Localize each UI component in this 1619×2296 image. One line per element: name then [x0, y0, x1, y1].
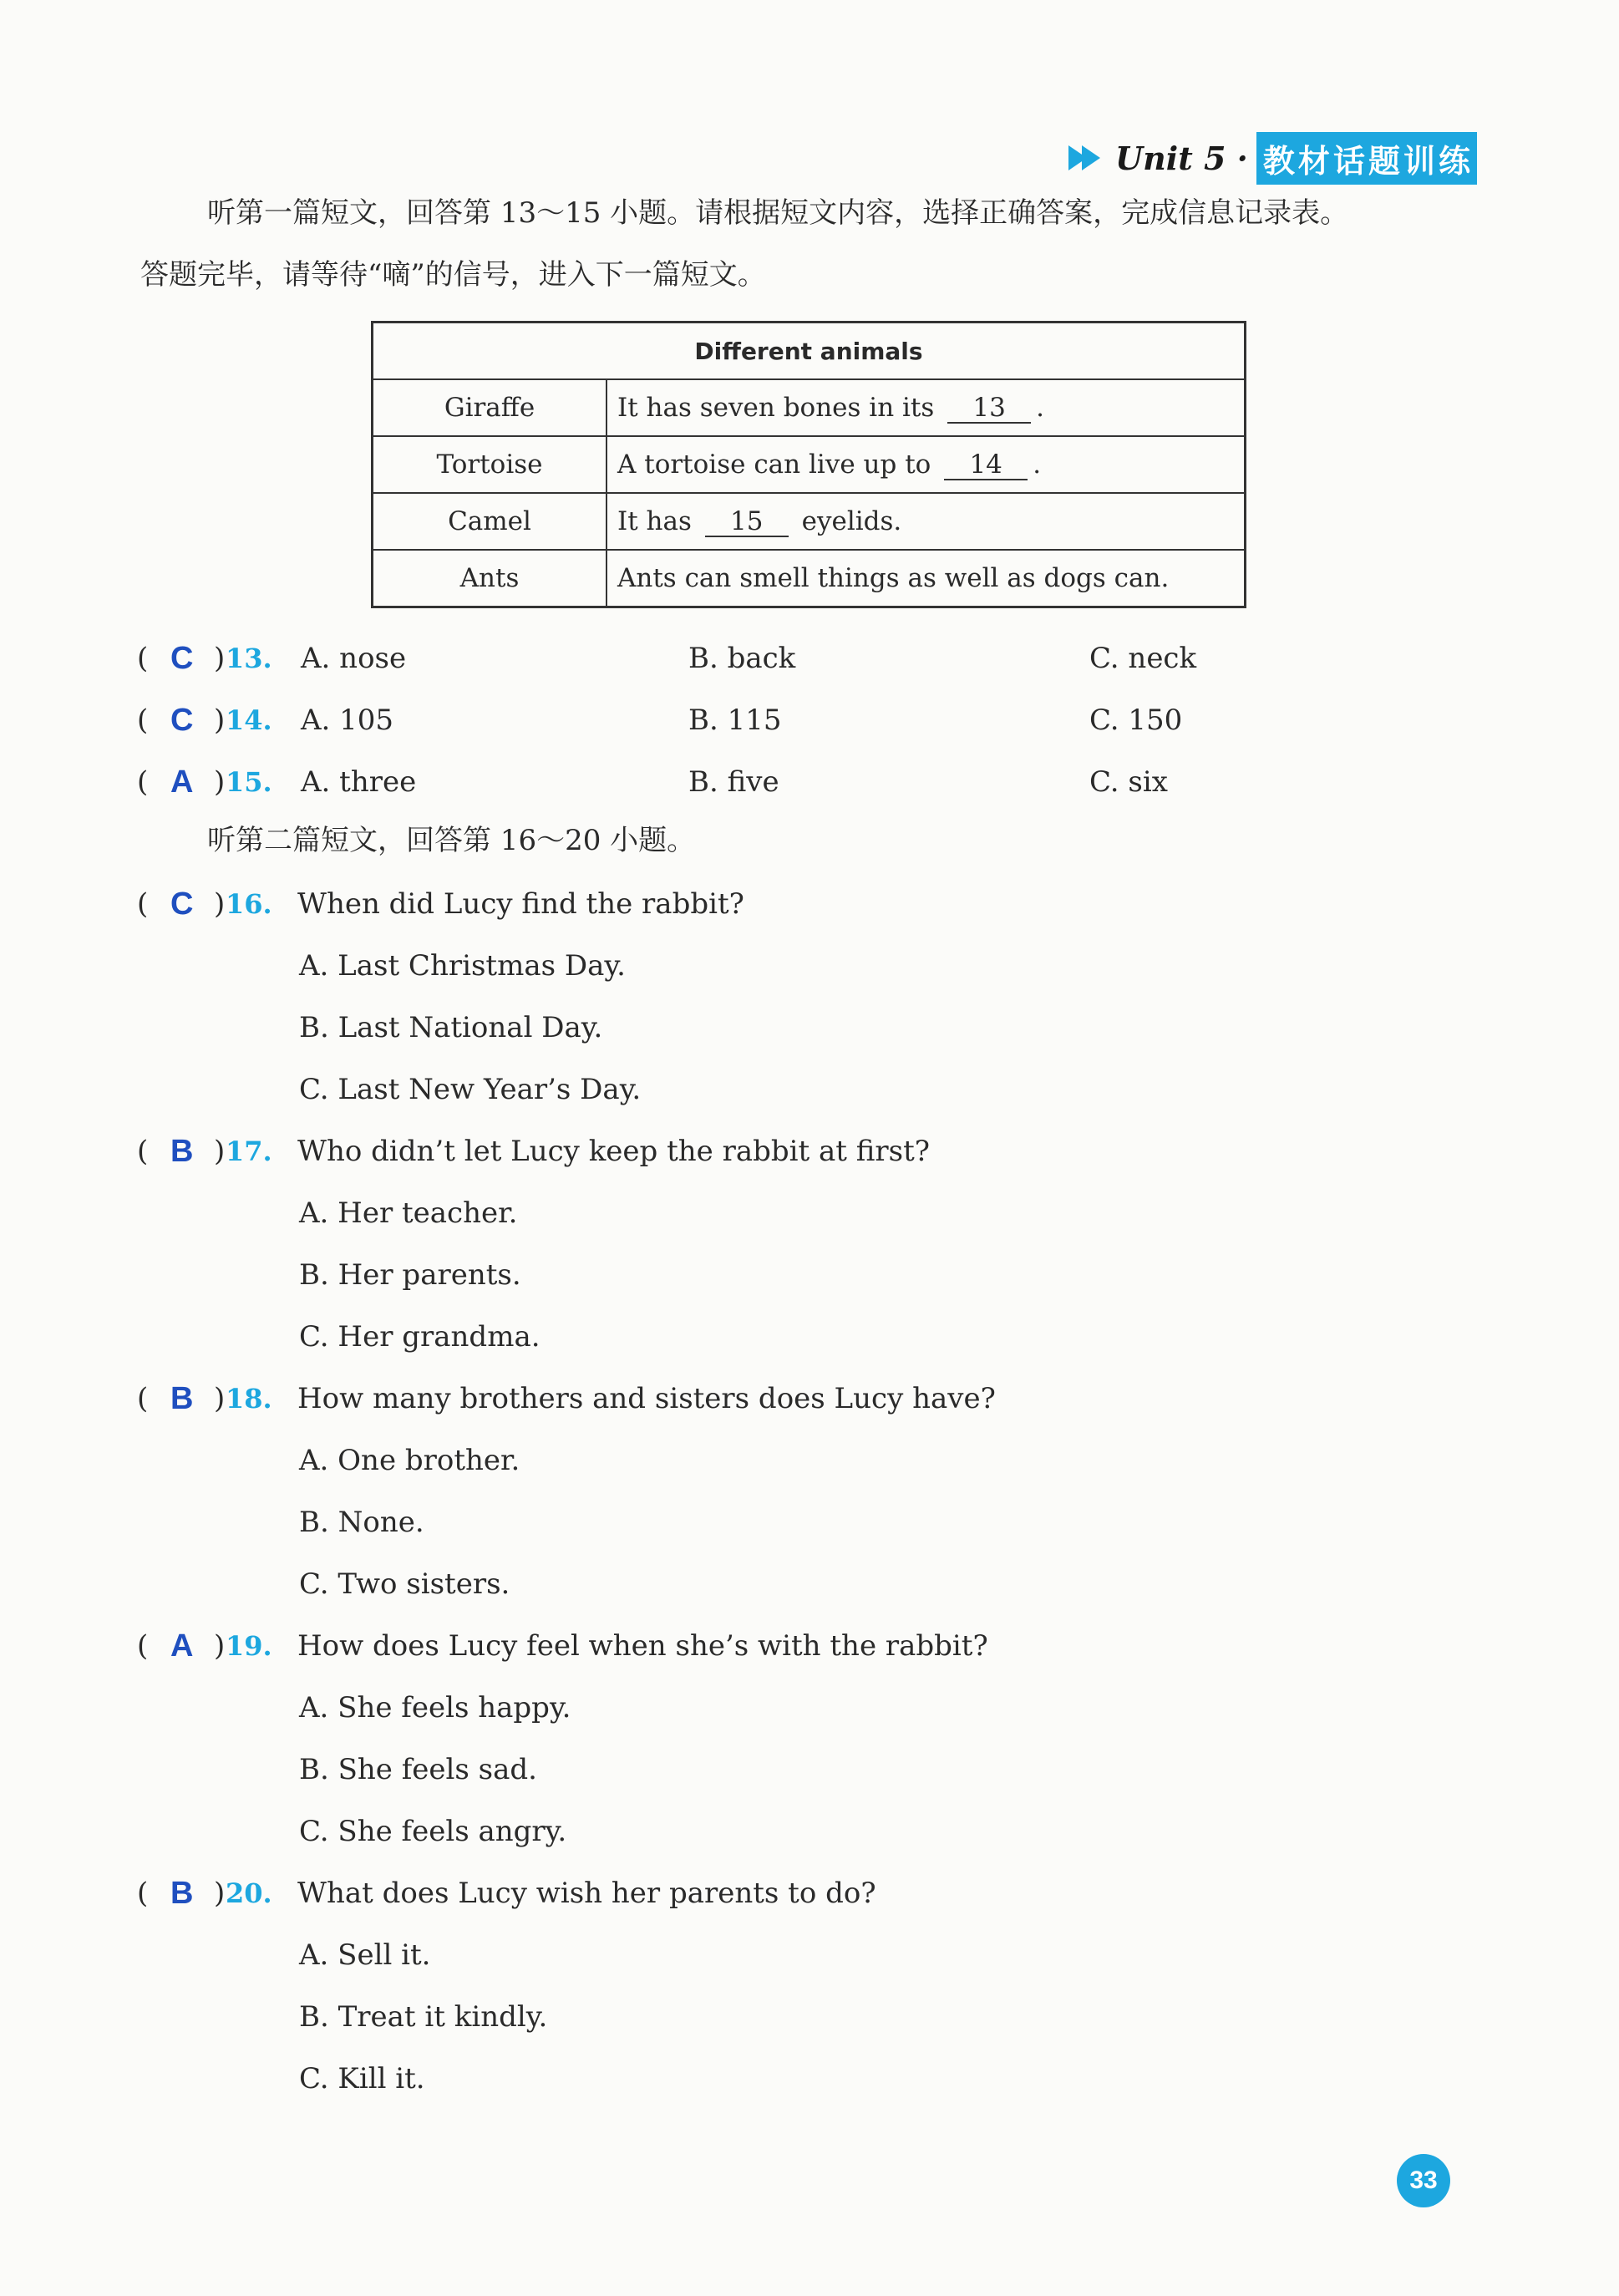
option-c[interactable]: C. Last New Year’s Day.: [299, 1073, 642, 1106]
paren: ): [214, 1382, 226, 1415]
answer-letter[interactable]: A: [170, 764, 194, 800]
option-a[interactable]: A. nose: [301, 642, 407, 675]
answer-blank[interactable]: 13: [947, 394, 1031, 424]
question-19: [134, 1621, 1504, 1671]
paren: ): [214, 704, 226, 737]
question-number: 20.: [226, 1877, 272, 1909]
option-b[interactable]: B. 115: [688, 704, 782, 737]
unit-header: [1068, 132, 1477, 184]
option-c[interactable]: C. Kill it.: [299, 2062, 425, 2095]
question-stem: How does Lucy feel when she’s with the rabbit?: [297, 1629, 988, 1663]
animal-name: Camel: [373, 493, 607, 550]
animals-table: [371, 321, 1246, 608]
option-b[interactable]: B. back: [688, 642, 796, 675]
option-c[interactable]: C. Her grandma.: [299, 1320, 541, 1354]
paren: (: [137, 1135, 149, 1168]
answer-letter[interactable]: A: [170, 1628, 194, 1664]
paren: (: [137, 887, 149, 921]
section-2-instruction: 听第二篇短文，回答第 16～20 小题。: [207, 824, 696, 857]
badge-char: 题: [1368, 142, 1400, 180]
fact-text: .: [1036, 392, 1045, 423]
paren: (: [137, 765, 149, 799]
fact-text: Ants can smell things as well as dogs can.: [617, 563, 1170, 593]
question-number: 13.: [226, 643, 272, 674]
answer-letter[interactable]: B: [170, 1876, 194, 1911]
paren: ): [214, 1629, 226, 1663]
question-number: 18.: [226, 1383, 272, 1415]
option-b[interactable]: B. None.: [299, 1506, 424, 1539]
paren: (: [137, 1382, 149, 1415]
fact-text: It has: [617, 505, 692, 536]
paren: ): [214, 1877, 226, 1910]
answer-letter[interactable]: C: [170, 886, 194, 922]
animal-name: Giraffe: [373, 379, 607, 436]
question-15: [134, 757, 1504, 807]
table-row: [373, 379, 1246, 436]
option-c[interactable]: C. Two sisters.: [299, 1567, 510, 1601]
paren: ): [214, 1135, 226, 1168]
question-number: 15.: [226, 766, 272, 798]
topic-badge: [1256, 132, 1477, 185]
fact-text: A tortoise can live up to: [617, 449, 931, 480]
option-a[interactable]: A. 105: [301, 704, 394, 737]
question-number: 17.: [226, 1135, 272, 1167]
badge-char: 练: [1438, 142, 1470, 180]
question-14: [134, 695, 1504, 745]
answer-blank[interactable]: 15: [705, 507, 789, 537]
unit-title: Unit 5 ·: [1115, 139, 1248, 177]
paren: (: [137, 1629, 149, 1663]
badge-char: 话: [1332, 142, 1365, 180]
option-b[interactable]: B. Treat it kindly.: [299, 2000, 548, 2034]
question-stem: How many brothers and sisters does Lucy have?: [297, 1382, 996, 1415]
animal-name: Tortoise: [373, 436, 607, 493]
option-c[interactable]: C. six: [1089, 765, 1168, 799]
option-c[interactable]: C. neck: [1089, 642, 1197, 675]
instruction-line-1: 听第一篇短文，回答第 13～15 小题。请根据短文内容，选择正确答案，完成信息记录表。: [207, 196, 1349, 230]
fact-text: It has seven bones in its: [617, 392, 935, 423]
animal-fact: [606, 550, 1246, 607]
option-b[interactable]: B. Last National Day.: [299, 1011, 603, 1044]
instructions: [140, 182, 1494, 306]
table-row: [373, 493, 1246, 550]
paren: ): [214, 887, 226, 921]
page-number: 33: [1397, 2154, 1450, 2207]
option-a[interactable]: A. She feels happy.: [299, 1691, 571, 1725]
question-17: [134, 1126, 1504, 1176]
animal-name: Ants: [373, 550, 607, 607]
table-row: [373, 550, 1246, 607]
paren: ): [214, 642, 226, 675]
question-number: 16.: [226, 888, 272, 920]
option-b[interactable]: B. Her parents.: [299, 1258, 521, 1292]
paren: (: [137, 1877, 149, 1910]
table-row: [373, 436, 1246, 493]
paren: (: [137, 704, 149, 737]
question-number: 19.: [226, 1630, 272, 1662]
question-20: [134, 1868, 1504, 1918]
option-a[interactable]: A. three: [301, 765, 417, 799]
fact-text: eyelids.: [801, 505, 902, 536]
answer-letter[interactable]: C: [170, 641, 194, 676]
question-13: [134, 633, 1504, 683]
double-arrow-icon: [1068, 145, 1095, 170]
animal-fact: [606, 436, 1246, 493]
question-stem: Who didn’t let Lucy keep the rabbit at first?: [297, 1135, 931, 1168]
answer-letter[interactable]: B: [170, 1381, 194, 1416]
question-18: [134, 1374, 1504, 1424]
option-b[interactable]: B. She feels sad.: [299, 1753, 537, 1786]
table-title: Different animals: [373, 323, 1246, 380]
question-stem: What does Lucy wish her parents to do?: [297, 1877, 876, 1910]
instruction-line-2: 答题完毕，请等待“嘀”的信号，进入下一篇短文。: [140, 258, 766, 292]
badge-char: 材: [1297, 142, 1330, 180]
question-number: 14.: [226, 704, 272, 736]
answer-letter[interactable]: B: [170, 1134, 194, 1169]
question-stem: When did Lucy find the rabbit?: [297, 887, 744, 921]
option-a[interactable]: A. Her teacher.: [299, 1196, 518, 1230]
animal-fact: [606, 493, 1246, 550]
fact-text: .: [1033, 449, 1042, 480]
badge-char: 训: [1403, 142, 1435, 180]
option-c[interactable]: C. She feels angry.: [299, 1815, 567, 1848]
option-c[interactable]: C. 150: [1089, 704, 1183, 737]
badge-char: 教: [1262, 142, 1295, 180]
option-a[interactable]: A. Sell it.: [299, 1938, 431, 1972]
option-a[interactable]: A. One brother.: [299, 1444, 520, 1477]
option-a[interactable]: A. Last Christmas Day.: [299, 949, 626, 983]
answer-blank[interactable]: 14: [944, 450, 1028, 480]
option-b[interactable]: B. five: [688, 765, 779, 799]
question-16: [134, 879, 1504, 929]
answer-letter[interactable]: C: [170, 703, 194, 738]
paren: (: [137, 642, 149, 675]
paren: ): [214, 765, 226, 799]
animal-fact: [606, 379, 1246, 436]
